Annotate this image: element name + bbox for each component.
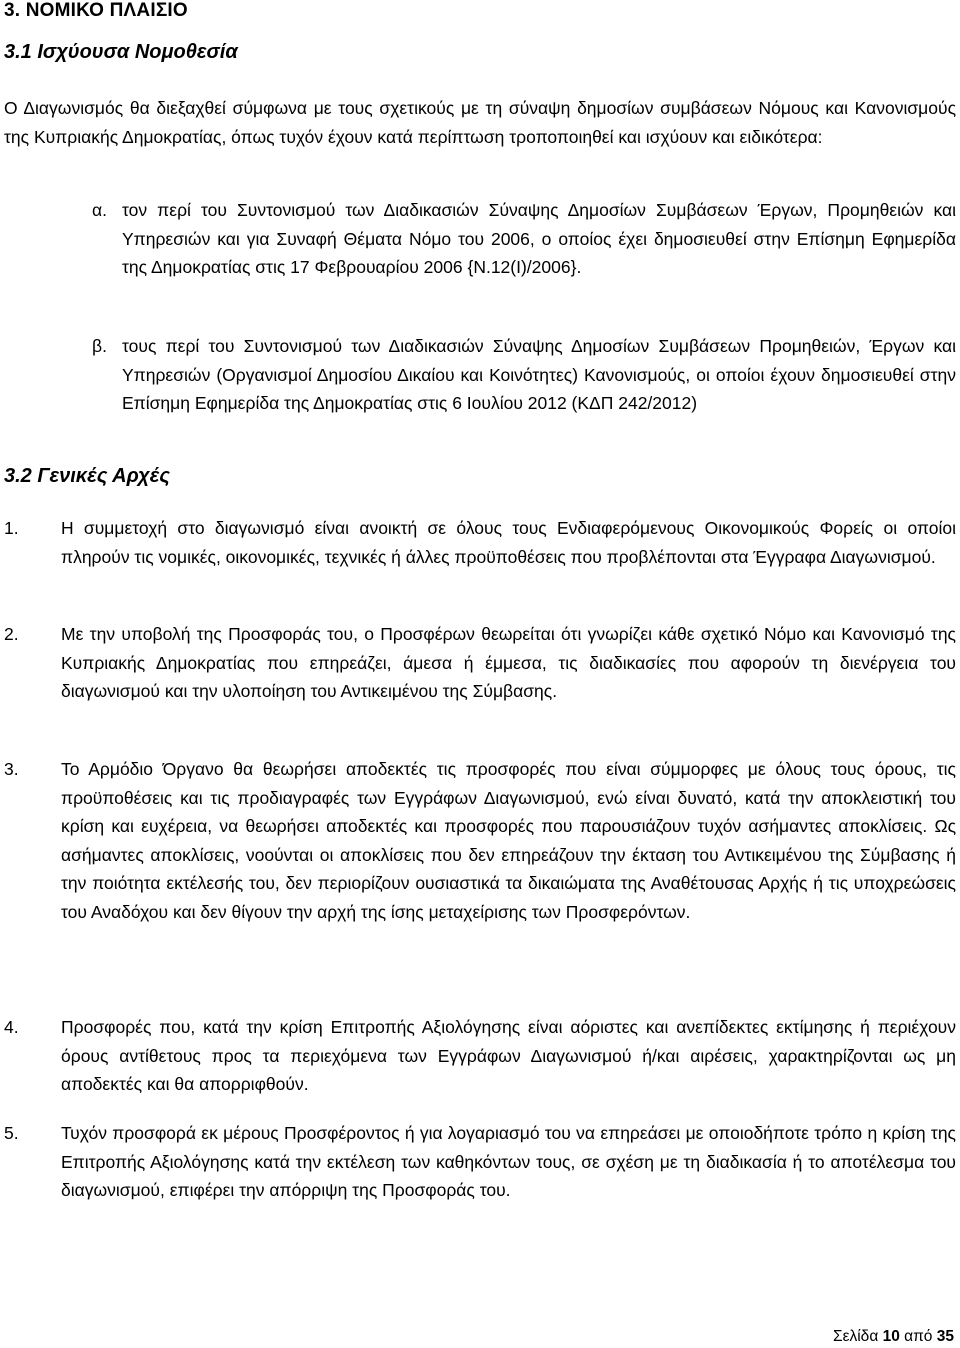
footer-total-pages: 35 <box>936 1328 954 1345</box>
numbered-item-label: 5. <box>4 1123 19 1143</box>
section-title: 3. ΝΟΜΙΚΟ ΠΛΑΙΣΙΟ <box>4 0 188 21</box>
numbered-item-text: Το Αρμόδιο Όργανο θα θεωρήσει αποδεκτές τις προσφορές που είναι σύμμορφες με όλους τους όρους, τις προϋποθέσεις και τις προδιαγραφές των Εγγράφων Διαγωνισμού, ενώ είναι δυνατό, κατά την αποκλειστική του κρίση και ευχέρεια, να θεωρήσει αποδεκτές και προσφορές που παρουσιάζουν τυχόν ασήμαντες αποκλίσεις. Ως ασήμαντες αποκλίσεις, νοούνται οι αποκλίσεις που δεν επηρεάζουν την έκταση του Αντικειμένου της Σύμβασης ή την ποιότητα εκτέλεσής του, δεν περιορίζουν ουσιαστικά τα δικαιώματα της Αναθέτουσας Αρχής ή τις υποχρεώσεις του Αναδόχου και δεν θίγουν την αρχή της ίσης μεταχείρισης των Προσφερόντων. <box>61 759 956 922</box>
footer-page-word: Σελίδα <box>833 1328 879 1345</box>
list-item-text: τους περί του Συντονισμού των Διαδικασιών Σύναψης Δημοσίων Συμβάσεων Προμηθειών, Έργων και Υπηρεσιών (Οργανισμοί Δημοσίου Δικαίου και Κοινότητες) Κανονισμούς, οι οποίοι έχουν δημοσιευθεί στην Επίσημη Εφημερίδα της Δημοκρατίας στις 6 Ιουλίου 2012 (ΚΔΠ 242/2012) <box>122 336 956 414</box>
numbered-item-label: 2. <box>4 624 19 644</box>
list-item-text: τον περί του Συντονισμού των Διαδικασιών Σύναψης Δημοσίων Συμβάσεων Έργων, Προμηθειών και Υπηρεσιών και για Συναφή Θέματα Νόμο του 2006, ο οποίος έχει δημοσιευθεί στην Επίσημη Εφημερίδα της Δημοκρατίας στις 17 Φεβρουαρίου 2006 {Ν.12(Ι)/2006}. <box>122 200 956 278</box>
intro-paragraph: Ο Διαγωνισμός θα διεξαχθεί σύμφωνα με τους σχετικούς με τη σύναψη δημοσίων συμβάσεων Νόμους και Κανονισμούς της Κυπριακής Δημοκρατίας, όπως τυχόν έχουν κατά περίπτωση τροποποιηθεί και ισχύουν και ειδικότερα: <box>4 98 956 147</box>
numbered-item-label: 3. <box>4 759 19 779</box>
list-item-label: β. <box>92 336 107 356</box>
numbered-item-label: 1. <box>4 518 19 538</box>
numbered-item-label: 4. <box>4 1017 19 1037</box>
footer-of-word: από <box>904 1328 933 1345</box>
numbered-item-text: Προσφορές που, κατά την κρίση Επιτροπής Αξιολόγησης είναι αόριστες και ανεπίδεκτες εκτίμησης ή περιέχουν όρους αντίθετους προς τα περιεχόμενα των Εγγράφων Διαγωνισμού ή/και αιρέσεις, χαρακτηρίζονται ως μη αποδεκτές και θα απορριφθούν. <box>61 1017 956 1095</box>
numbered-item-text: Τυχόν προσφορά εκ μέρους Προσφέροντος ή για λογαριασμό του να επηρεάσει με οποιοδήποτε τρόπο η κρίση της Επιτροπής Αξιολόγησης κατά την εκτέλεση των καθηκόντων τους, σε σχέση με τη διαδικασία ή το αποτέλεσμα του διαγωνισμού, επιφέρει την απόρριψη της Προσφοράς του. <box>61 1123 956 1201</box>
page-footer <box>833 1328 954 1346</box>
numbered-item-text: Με την υποβολή της Προσφοράς του, ο Προσφέρων θεωρείται ότι γνωρίζει κάθε σχετικό Νόμο και Κανονισμό της Κυπριακής Δημοκρατίας που επηρεάζει, άμεσα ή έμμεσα, τις διαδικασίες που αφορούν τη διενέργεια του διαγωνισμού και την υλοποίηση του Αντικειμένου της Σύμβασης. <box>61 624 956 702</box>
subsection-title-general-principles: 3.2 Γενικές Αρχές <box>4 465 170 487</box>
footer-page-number: 10 <box>882 1328 900 1345</box>
subsection-title-legislation: 3.1 Ισχύουσα Νομοθεσία <box>4 41 238 63</box>
list-item-label: α. <box>92 200 107 220</box>
numbered-item-text: Η συμμετοχή στο διαγωνισμό είναι ανοικτή σε όλους τους Ενδιαφερόμενους Οικονομικούς Φορείς οι οποίοι πληρούν τις νομικές, οικονομικές, τεχνικές ή άλλες προϋποθέσεις που προβλέπονται στα Έγγραφα Διαγωνισμού. <box>61 518 956 567</box>
